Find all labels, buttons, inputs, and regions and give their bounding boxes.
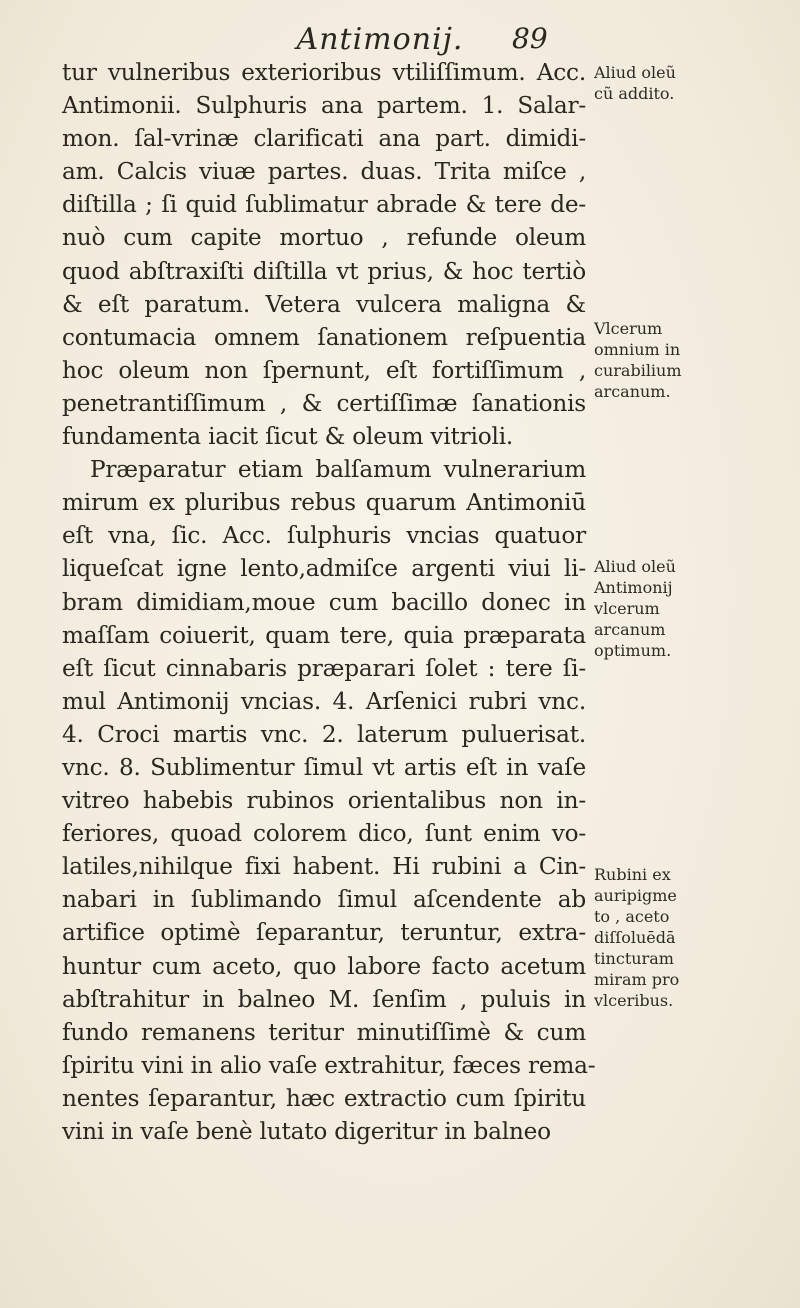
margin-note (594, 62, 784, 104)
text-line: nabari in ſublimando ſimul aſcendente ab (62, 886, 586, 914)
text-line: fundo remanens teritur minutiſſimè & cum (62, 1018, 586, 1046)
margin-note-line: Antimonij (594, 578, 673, 597)
text-line: mirum ex pluribus rebus quarum Antimoniū (62, 489, 586, 517)
text-line: Antimonii. Sulphuris ana partem. 1. Salar- (62, 92, 586, 120)
text-line: artifice optimè ſeparantur, teruntur, extra- (62, 919, 586, 947)
margin-note-line: Aliud oleũ (594, 63, 676, 82)
margin-note-line: Rubini ex (594, 865, 671, 884)
margin-note-line: auripigme (594, 886, 677, 905)
text-line: vnc. 8. Sublimentur ſimul vt artis eſt in vaſe (62, 753, 586, 781)
text-line: am. Calcis viuæ partes. duas. Trita miſce , (62, 158, 586, 186)
margin-note-line: cũ addito. (594, 84, 675, 103)
margin-note-line: optimum. (594, 641, 672, 660)
margin-note-line: Aliud oleũ (594, 557, 676, 576)
text-line: hoc oleum non ſpernunt, eſt fortiſſimum , (62, 356, 586, 384)
text-line: maſſam coiuerit, quam tere, quia præparata (62, 621, 586, 649)
margin-note-line: curabilium (594, 361, 682, 380)
text-line: fundamenta iacit ſicut & oleum vitrioli. (62, 423, 514, 451)
main-text-block (62, 56, 596, 1148)
text-line: diſtilla ; ſi quid ſublimatur abrade & tere de- (62, 191, 586, 219)
text-line: abſtrahitur in balneo M. ſenſim , puluis in (62, 985, 586, 1013)
text-line: eſt vna, ſic. Acc. ſulphuris vncias quatuor (62, 522, 586, 550)
text-line: penetrantiſſimum , & certiſſimæ ſanationis (62, 389, 586, 417)
margin-note-line: omnium in (594, 340, 681, 359)
text-line: feriores, quoad colorem dico, ſunt enim vo- (62, 820, 586, 848)
text-line: nuò cum capite mortuo , refunde oleum (62, 224, 586, 252)
margin-note (594, 318, 784, 402)
running-title: Antimonij. (296, 22, 464, 57)
margin-note-line: vlcerum (594, 599, 660, 618)
margin-note (594, 556, 784, 661)
text-line: contumacia omnem ſanationem reſpuentia (62, 323, 586, 351)
text-line: mul Antimonij vncias. 4. Arſenici rubri vnc. (62, 687, 586, 715)
margin-note-line: arcanum. (594, 382, 671, 401)
text-line: quod abſtraxiſti diſtilla vt prius, & hoc tertiò (62, 257, 586, 285)
text-line: ſpiritu vini in alio vaſe extrahitur, fæces rema- (62, 1051, 596, 1079)
text-line: eſt ſicut cinnabaris præparari ſolet : tere ſi- (62, 654, 586, 682)
text-line: bram dimidiam,moue cum bacillo donec in (62, 588, 586, 616)
margin-note-line: to , aceto (594, 907, 670, 926)
text-line: nentes ſeparantur, hæc extractio cum ſpiritu (62, 1084, 586, 1112)
text-line: mon. ſal-vrinæ clarificati ana part. dimidi- (62, 125, 586, 153)
text-line: liqueſcat igne lento,admiſce argenti viui li- (62, 555, 586, 583)
text-line: huntur cum aceto, quo labore facto acetum (62, 952, 586, 980)
margin-note-line: Vlcerum (594, 319, 663, 338)
text-line: vitreo habebis rubinos orientalibus non in- (62, 787, 586, 815)
text-line: & eſt paratum. Vetera vulcera maligna & (62, 290, 586, 318)
text-line: latiles,nihilque fixi habent. Hi rubini a Cin- (62, 853, 586, 881)
margin-note-line: arcanum (594, 620, 666, 639)
margin-note-line: diſſoluēdā (594, 928, 676, 947)
text-line: Præparatur etiam balſamum vulnerarium (90, 456, 586, 484)
page-number: 89 (512, 22, 548, 55)
margin-note-line: miram pro (594, 970, 680, 989)
margin-note (594, 864, 784, 1011)
margin-note-line: vlceribus. (594, 991, 674, 1010)
margin-note-line: tincturam (594, 949, 674, 968)
text-line: tur vulneribus exterioribus vtiliſſimum. Acc. (62, 59, 586, 86)
text-line: 4. Croci martis vnc. 2. laterum puluerisat. (62, 720, 586, 748)
text-line: vini in vaſe benè lutato digeritur in balneo (62, 1118, 551, 1145)
